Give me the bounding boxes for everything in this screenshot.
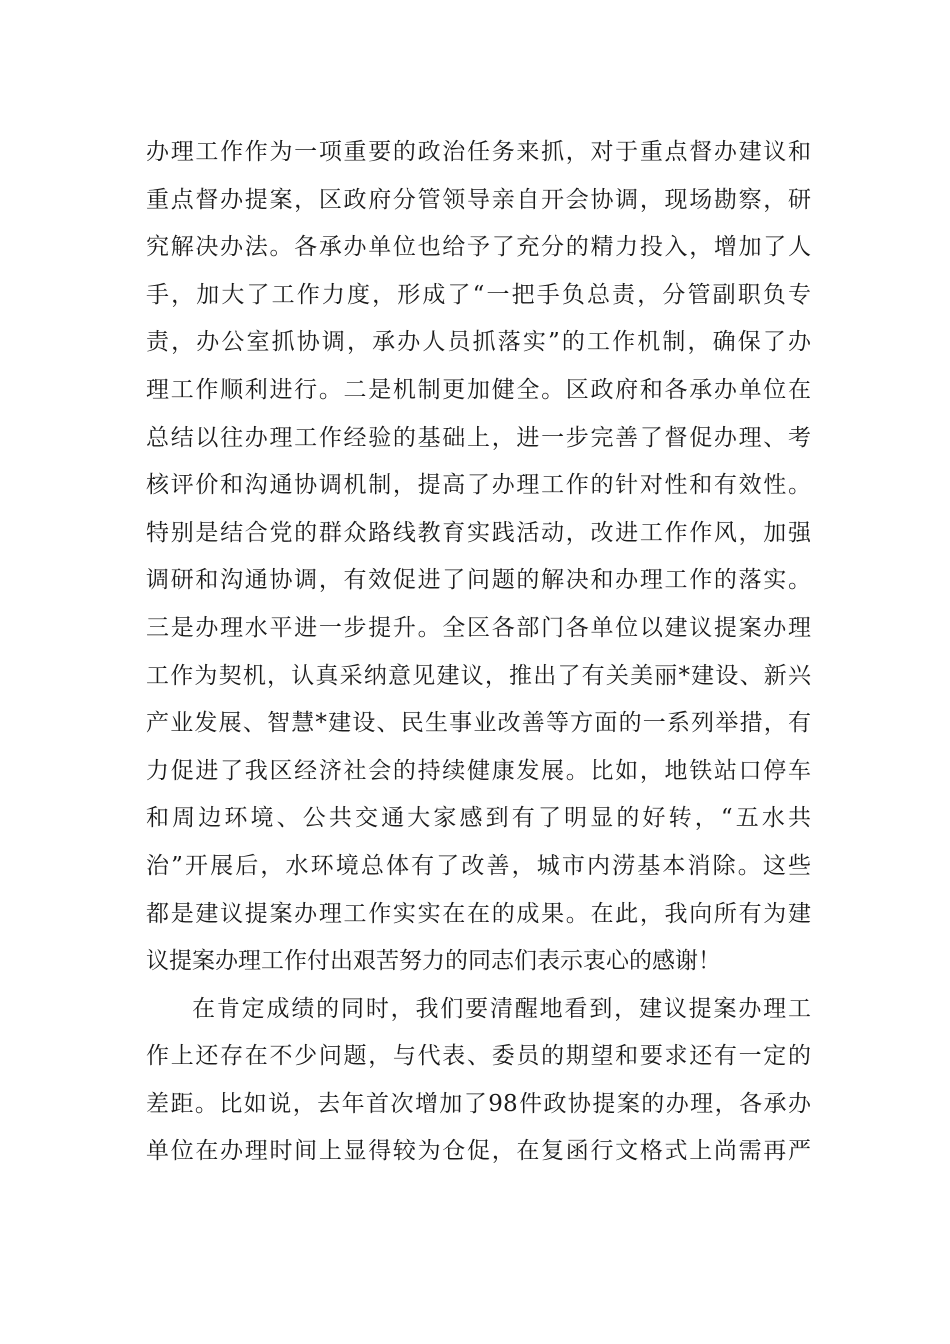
text-line: 工作为契机，认真采纳意见建议，推出了有关美丽*建设、新兴 bbox=[146, 662, 811, 689]
text-line: 三是办理水平进一步提升。全区各部门各单位以建议提案办理 bbox=[146, 614, 811, 641]
text-line: 作上还存在不少问题，与代表、委员的期望和要求还有一定的 bbox=[146, 1043, 811, 1070]
text-line: 差距。比如说，去年首次增加了98件政协提案的办理，各承办 bbox=[146, 1090, 811, 1117]
text-line: 特别是结合党的群众路线教育实践活动，改进工作作风，加强 bbox=[146, 519, 811, 546]
text-line: 产业发展、智慧*建设、民生事业改善等方面的一系列举措，有 bbox=[146, 710, 811, 737]
document-body bbox=[146, 129, 811, 1176]
text-line: 总结以往办理工作经验的基础上，进一步完善了督促办理、考 bbox=[146, 424, 811, 451]
text-line: 议提案办理工作付出艰苦努力的同志们表示衷心的感谢！ bbox=[146, 948, 721, 975]
text-line: 核评价和沟通协调机制，提高了办理工作的针对性和有效性。 bbox=[146, 472, 811, 499]
text-line: 力促进了我区经济社会的持续健康发展。比如，地铁站口停车 bbox=[146, 757, 811, 784]
text-line: 在肯定成绩的同时，我们要清醒地看到，建议提案办理工 bbox=[192, 995, 811, 1022]
text-line: 单位在办理时间上显得较为仓促，在复函行文格式上尚需再严 bbox=[146, 1138, 811, 1165]
text-line: 办理工作作为一项重要的政治任务来抓，对于重点督办建议和 bbox=[146, 139, 811, 165]
text-line: 治”开展后，水环境总体有了改善，城市内涝基本消除。这些 bbox=[146, 852, 811, 879]
text-line: 调研和沟通协调，有效促进了问题的解决和办理工作的落实。 bbox=[146, 567, 811, 594]
text-line: 重点督办提案，区政府分管领导亲自开会协调，现场勘察，研 bbox=[146, 186, 811, 213]
text-line: 责，办公室抓协调，承办人员抓落实”的工作机制，确保了办 bbox=[146, 329, 811, 356]
text-line: 究解决办法。各承办单位也给予了充分的精力投入，增加了人 bbox=[146, 234, 811, 261]
text-line: 理工作顺利进行。二是机制更加健全。区政府和各承办单位在 bbox=[146, 376, 811, 403]
text-line: 都是建议提案办理工作实实在在的成果。在此，我向所有为建 bbox=[146, 900, 811, 927]
text-line: 和周边环境、公共交通大家感到有了明显的好转，“五水共 bbox=[146, 805, 811, 832]
text-line: 手，加大了工作力度，形成了“一把手负总责，分管副职负专 bbox=[146, 281, 811, 308]
